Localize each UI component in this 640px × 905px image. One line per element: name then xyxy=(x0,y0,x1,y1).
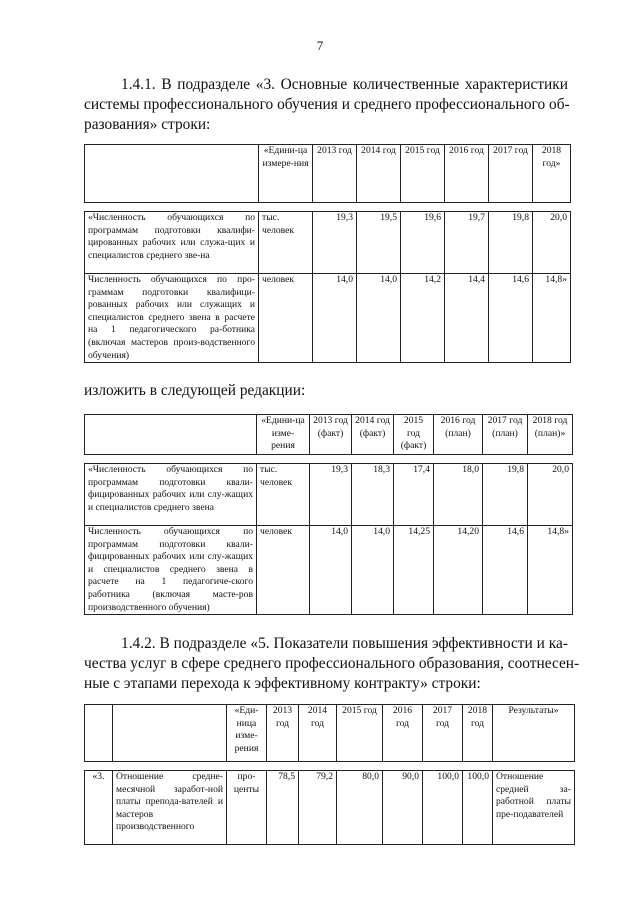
value-cell: 79,2 xyxy=(299,771,337,845)
header-cell: Результаты» xyxy=(493,705,575,762)
header-cell: 2017 год xyxy=(423,705,463,762)
table-row xyxy=(85,212,571,274)
table-header-row xyxy=(85,145,571,203)
row-label: Отношение средне-месячной заработ-ной платы препода-вателей и мастеров производственного xyxy=(113,771,227,845)
value-cell: 14,20 xyxy=(434,526,483,615)
value-cell: 14,8» xyxy=(528,526,573,615)
value-cell: 19,3 xyxy=(310,464,352,526)
intro-line: разования» строки: xyxy=(84,116,211,133)
old-table xyxy=(84,144,571,363)
value-cell: 100,0 xyxy=(423,771,463,845)
row-label: «Численность обучающихся по программам подготовки квали-фицированных рабочих или слу-жащих и специалистов среднего звена xyxy=(85,464,257,526)
intro-line: чества услуг в сфере среднего профессионального образования, соотнесен- xyxy=(84,655,580,672)
header-cell: 2017 год xyxy=(489,145,533,203)
table-header-row xyxy=(85,415,573,455)
intro-line: 1.4.2. В подразделе «5. Показатели повышения эффективности и ка- xyxy=(121,635,568,652)
value-cell: 14,4 xyxy=(445,274,489,363)
value-cell: 14,0 xyxy=(352,526,394,615)
table-row xyxy=(85,274,571,363)
header-empty-cell xyxy=(85,705,113,762)
value-cell: 90,0 xyxy=(383,771,423,845)
value-cell: 18,3 xyxy=(352,464,394,526)
intro-line: 1.4.1. В подразделе «3. Основные количественные характеристики xyxy=(121,76,568,93)
header-empty-cell xyxy=(85,145,259,203)
value-cell: 14,2 xyxy=(401,274,445,363)
header-cell: 2016 год (план) xyxy=(434,415,483,455)
section-2-intro xyxy=(84,634,580,694)
row-label: Численность обучающихся по про-граммам подготовки квалифици-рованных рабочих или служащих и специалистов среднего звена в расчете на 1 педагогического ра-ботника (включая мастеров произ-водственного обучения) xyxy=(85,274,259,363)
value-cell: 14,0 xyxy=(310,526,352,615)
section-1-intro xyxy=(84,75,568,135)
value-cell: 100,0 xyxy=(463,771,493,845)
header-empty-cell xyxy=(113,705,227,762)
header-cell: 2014 год xyxy=(357,145,401,203)
header-cell: 2015 год (факт) xyxy=(394,415,434,455)
intro-line: системы профессионального обучения и среднего профессионального об- xyxy=(84,96,570,113)
table-header-row xyxy=(85,705,575,762)
value-cell: 19,8 xyxy=(483,464,528,526)
header-cell: «Едини-ца изме-рения xyxy=(257,415,310,455)
section-2-table xyxy=(84,704,575,845)
row-label: «Численность обучающихся по программам подготовки квалифи-цированных рабочих или служа-щих и специалистов среднего зве-на xyxy=(85,212,259,274)
value-cell: 14,0 xyxy=(313,274,357,363)
value-cell: 19,6 xyxy=(401,212,445,274)
header-empty-cell xyxy=(85,415,257,455)
table-row xyxy=(85,464,573,526)
row-unit: человек xyxy=(259,274,313,363)
value-cell: 78,5 xyxy=(267,771,299,845)
value-cell: 20,0 xyxy=(528,464,573,526)
value-cell: 14,6 xyxy=(489,274,533,363)
header-cell: 2016 год xyxy=(445,145,489,203)
header-cell: 2017 год (план) xyxy=(483,415,528,455)
intro-line: ные с этапами перехода к эффективному контракту» строки: xyxy=(84,675,481,692)
header-cell: «Еди-ница изме-рения xyxy=(227,705,267,762)
value-cell: 19,3 xyxy=(313,212,357,274)
row-unit: тыс. человек xyxy=(257,464,310,526)
header-cell: 2016 год xyxy=(383,705,423,762)
header-cell: 2014 год xyxy=(299,705,337,762)
row-unit: про-центы xyxy=(227,771,267,845)
value-cell: 19,8 xyxy=(489,212,533,274)
value-cell: 14,6 xyxy=(483,526,528,615)
row-unit: тыс. человек xyxy=(259,212,313,274)
header-cell: 2018 год (план)» xyxy=(528,415,573,455)
value-cell: 18,0 xyxy=(434,464,483,526)
row-number: «3. xyxy=(85,771,113,845)
value-cell: 20,0 xyxy=(533,212,571,274)
row-result: Отношение средней за-работной платы пре-подавателей xyxy=(493,771,575,845)
header-cell: 2015 год xyxy=(401,145,445,203)
header-cell: 2013 год xyxy=(267,705,299,762)
mid-text: изложить в следующей редакции: xyxy=(84,382,306,399)
value-cell: 14,8» xyxy=(533,274,571,363)
header-cell: 2014 год (факт) xyxy=(352,415,394,455)
value-cell: 17,4 xyxy=(394,464,434,526)
header-cell: 2013 год xyxy=(313,145,357,203)
value-cell: 19,5 xyxy=(357,212,401,274)
header-cell: 2018 год xyxy=(463,705,493,762)
row-unit: человек xyxy=(257,526,310,615)
header-cell: 2018 год» xyxy=(533,145,571,203)
value-cell: 19,7 xyxy=(445,212,489,274)
header-cell: 2015 год xyxy=(337,705,383,762)
page-number: 7 xyxy=(316,38,324,53)
header-cell: «Едини-ца измере-ния xyxy=(259,145,313,203)
value-cell: 14,0 xyxy=(357,274,401,363)
table-row xyxy=(85,771,575,845)
table-row xyxy=(85,526,573,615)
header-cell: 2013 год (факт) xyxy=(310,415,352,455)
value-cell: 80,0 xyxy=(337,771,383,845)
row-label: Численность обучающихся по программам подготовки квали-фицированных рабочих или слу-жащих и специалистов среднего звена в расчете на 1 педагогиче-ского работника (включая масте-ров производственного обучения) xyxy=(85,526,257,615)
new-table xyxy=(84,414,573,615)
value-cell: 14,25 xyxy=(394,526,434,615)
